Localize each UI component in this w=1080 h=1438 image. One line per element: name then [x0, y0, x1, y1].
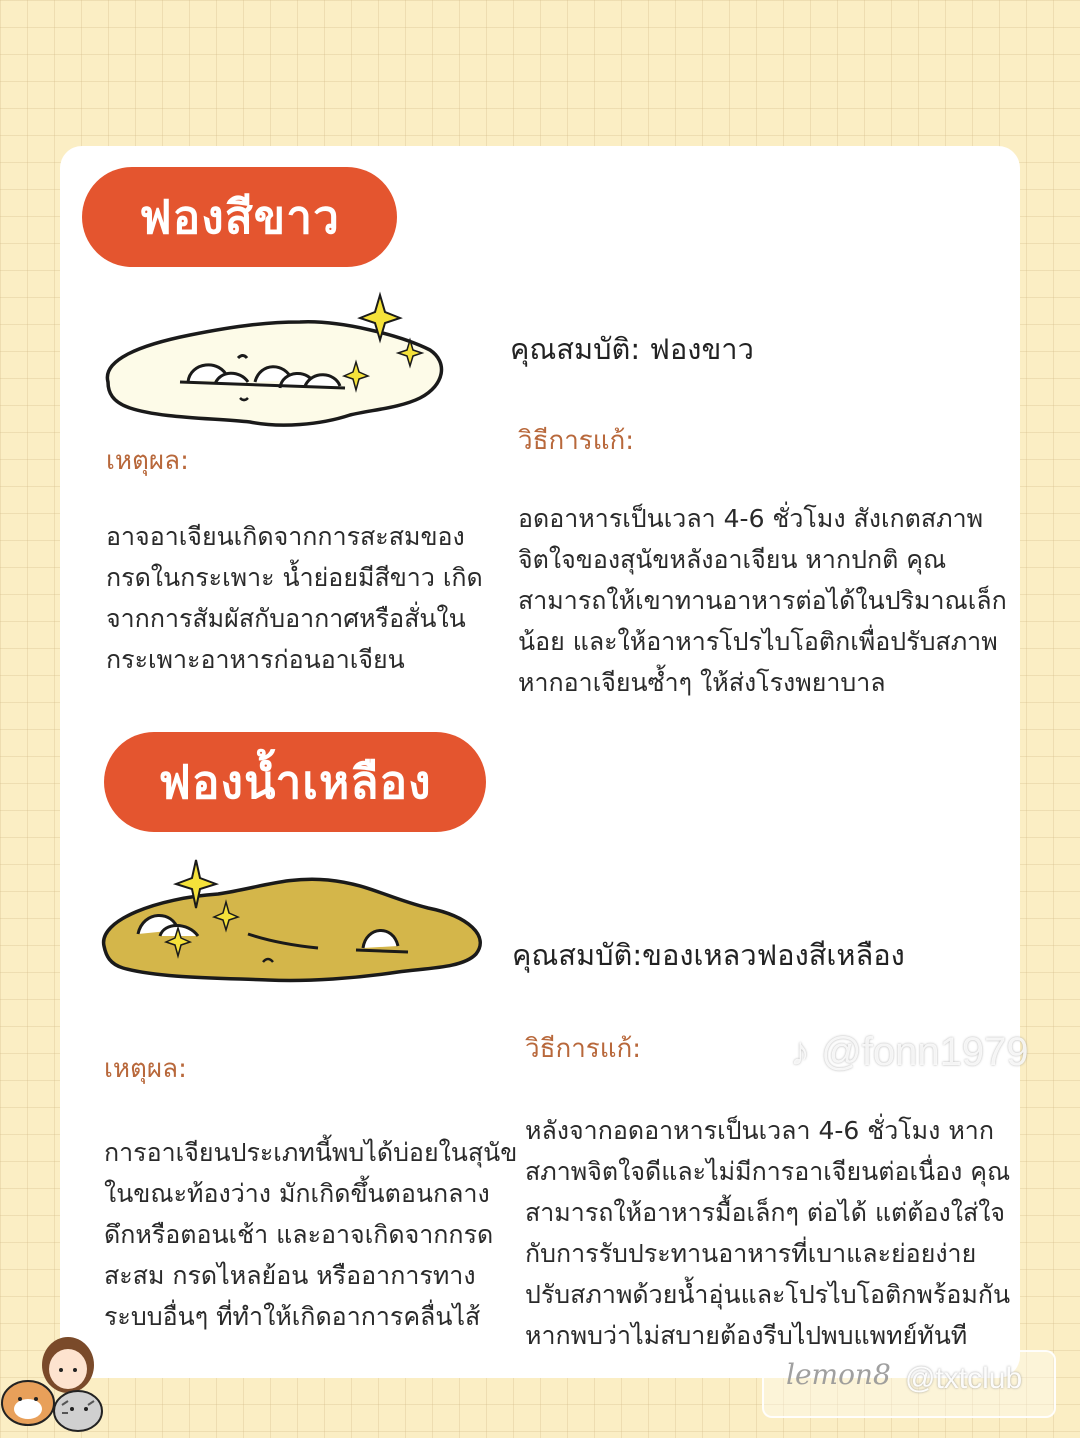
cause-label: เหตุผล: — [104, 1054, 187, 1084]
solution-text-white-foam: อดอาหารเป็นเวลา 4-6 ชั่วโมง สังเกตสภาพ จิตใจของสุนัขหลังอาเจียน หากปกติ คุณ สามารถให้เขาทานอาหารต่อได้ในปริมาณเล็ก น้อย และให้อาหารโปรไบโอติกเพื่อปรับสภาพ หากอาเจียนซ้ำๆ ให้ส่งโรงพยาบาล — [518, 504, 1007, 697]
section-title-white-foam: ฟองสีขาว — [82, 167, 397, 267]
tiktok-icon: ♪ — [790, 1030, 810, 1074]
tiktok-watermark: ♪ @fonn1979 — [790, 1030, 1029, 1074]
section-title-yellow-foam: ฟองน้ำเหลือง — [104, 732, 486, 832]
solution-text-yellow-foam: หลังจากอดอาหารเป็นเวลา 4-6 ชั่วโมง หาก สภาพจิตใจดีและไม่มีการอาเจียนต่อเนื่อง คุณ สามารถให้อาหารมื้อเล็กๆ ต่อได้ แต่ต้องใส่ใจ กับการรับประทานอาหารที่เบาและย่อยง่าย ปรับสภาพด้วยน้ำอุ่นและโปรไบโอติกพร้อมกัน หากพบว่าไม่สบายต้องรีบไปพบแพทย์ทันที — [525, 1116, 1011, 1350]
solution-label: วิธีการแก้: — [525, 1034, 642, 1064]
cause-text-yellow-foam: การอาเจียนประเภทนี้พบได้บ่อยในสุนัข ในขณะท้องว่าง มักเกิดขึ้นตอนกลาง ดึกหรือตอนเช้า และอาจเกิดจากกรด สะสม กรดไหลย้อน หรืออาการทาง ระบบอื่นๆ ที่ทำให้เกิดอาการคลื่นไส้ — [104, 1138, 518, 1331]
cause-text-white-foam: อาจอาเจียนเกิดจากการสะสมของ กรดในกระเพาะ น้ำย่อยมีสีขาว เกิด จากการสัมผัสกับอากาศหรือสั่นใน กระเพาะอาหารก่อนอาเจียน — [106, 522, 483, 674]
white-foam-illustration — [100, 290, 450, 440]
property-white-foam: คุณสมบัติ: ฟองขาว — [510, 332, 754, 366]
property-yellow-foam: คุณสมบัติ:ของเหลวฟองสีเหลือง — [512, 938, 905, 972]
yellow-foam-illustration — [98, 858, 488, 988]
girl-with-pets-sticker — [0, 1325, 110, 1435]
cause-label: เหตุผล: — [106, 446, 189, 476]
lemon8-logo: lemon8 — [786, 1358, 891, 1391]
solution-label: วิธีการแก้: — [518, 426, 635, 456]
lemon8-username: @txtclub — [905, 1362, 1023, 1395]
